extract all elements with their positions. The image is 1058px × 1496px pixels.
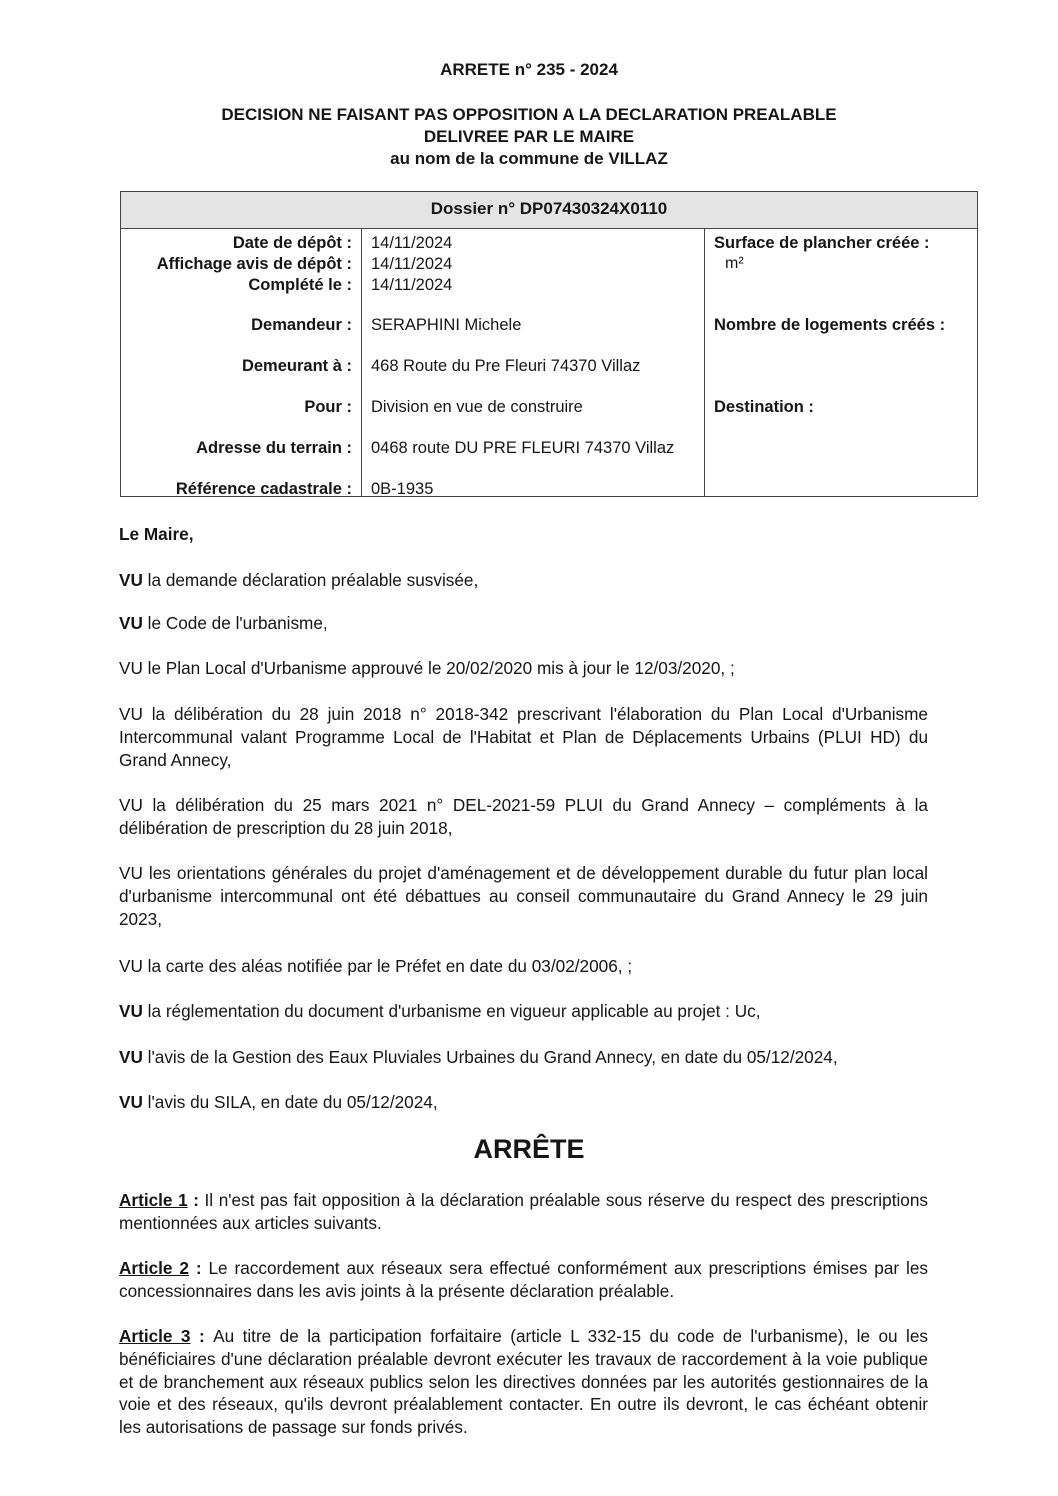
label-demeurant: Demeurant à : xyxy=(241,357,352,375)
label-destination: Destination : xyxy=(714,398,814,416)
vu-paragraph-4: VU la délibération du 28 juin 2018 n° 2018-342 prescrivant l'élaboration du Plan Local d'Urbanisme Intercommunal valant Programme Local de l'Habitat et Plan de Déplacements Urbains (PLUI HD) du Grand Annecy, xyxy=(119,704,928,770)
vu-paragraph-8: VU la réglementation du document d'urbanisme en vigueur applicable au projet : Uc, xyxy=(119,1001,761,1021)
vu-paragraph-10: VU l'avis du SILA, en date du 05/12/2024, xyxy=(119,1092,438,1112)
value-pour: Division en vue de construire xyxy=(371,398,583,416)
label-pour: Pour : xyxy=(304,398,352,416)
vu-paragraph-7: VU la carte des aléas notifiée par le Préfet en date du 03/02/2006, ; xyxy=(119,956,633,976)
decision-title-line2: DELIVREE PAR LE MAIRE xyxy=(423,127,635,146)
value-affichage: 14/11/2024 xyxy=(371,255,453,273)
decision-title-line3: au nom de la commune de VILLAZ xyxy=(390,149,668,168)
arrete-number: ARRETE n° 235 - 2024 xyxy=(440,60,618,79)
article-2: Article 2 : Le raccordement aux réseaux sera effectué conformément aux prescriptions émises par les concessionnaires dans les avis joints à la présente déclaration préalable. xyxy=(119,1258,928,1301)
label-adresse-terrain: Adresse du terrain : xyxy=(196,439,352,457)
surface-unit: m² xyxy=(725,255,744,272)
article-3: Article 3 : Au titre de la participation forfaitaire (article L 332-15 du code de l'urbanisme), le ou les bénéficiaires d'une déclaration préalable devront exécuter les travaux de raccordement à la voie publique et de branchement aux réseaux publics selon les directives données par les autorités gestionnaires de la voie et des réseaux, qu'ils devront préalablement contacter. En outre ils devront, le cas échéant obtenir les autorisations de passage sur fonds privés. xyxy=(119,1326,929,1438)
vu-paragraph-1: VU la demande déclaration préalable susvisée, xyxy=(119,570,479,590)
label-surface-plancher: Surface de plancher créée : xyxy=(714,234,930,252)
vu-paragraph-5: VU la délibération du 25 mars 2021 n° DEL-2021-59 PLUI du Grand Annecy – compléments à la délibération de prescription du 28 juin 2018, xyxy=(119,795,928,838)
value-complete: 14/11/2024 xyxy=(371,276,453,294)
value-demandeur: SERAPHINI Michele xyxy=(371,316,522,334)
value-reference-cadastrale: 0B-1935 xyxy=(371,480,434,498)
vu-paragraph-3: VU le Plan Local d'Urbanisme approuvé le 20/02/2020 mis à jour le 12/03/2020, ; xyxy=(119,658,735,678)
label-date-depot: Date de dépôt : xyxy=(232,234,352,252)
dossier-number: Dossier n° DP07430324X0110 xyxy=(121,192,977,229)
label-demandeur: Demandeur : xyxy=(251,316,352,334)
vu-paragraph-9: VU l'avis de la Gestion des Eaux Pluviales Urbaines du Grand Annecy, en date du 05/12/2024, xyxy=(119,1047,838,1067)
value-date-depot: 14/11/2024 xyxy=(371,234,453,252)
table-divider-left xyxy=(361,229,362,497)
value-demeurant: 468 Route du Pre Fleuri 74370 Villaz xyxy=(371,357,641,375)
decision-title-line1: DECISION NE FAISANT PAS OPPOSITION A LA DECLARATION PREALABLE xyxy=(221,105,837,124)
maire-heading: Le Maire, xyxy=(119,524,194,544)
table-divider-right xyxy=(704,229,705,497)
arrete-heading: ARRÊTE xyxy=(473,1134,585,1164)
label-reference-cadastrale: Référence cadastrale : xyxy=(175,480,352,498)
label-affichage: Affichage avis de dépôt : xyxy=(156,255,352,273)
value-adresse-terrain: 0468 route DU PRE FLEURI 74370 Villaz xyxy=(371,439,675,457)
vu-paragraph-6: VU les orientations générales du projet d'aménagement et de développement durable du futur plan local d'urbanisme intercommunal ont été débattues au conseil communautaire du Grand Annecy le 29 juin 2023, xyxy=(119,863,928,929)
label-nombre-logements: Nombre de logements créés : xyxy=(714,316,946,334)
label-complete: Complété le : xyxy=(248,276,352,294)
article-1: Article 1 : Il n'est pas fait opposition à la déclaration préalable sous réserve du respect des prescriptions mentionnées aux articles suivants. xyxy=(119,1190,928,1233)
vu-paragraph-2: VU le Code de l'urbanisme, xyxy=(119,613,328,633)
